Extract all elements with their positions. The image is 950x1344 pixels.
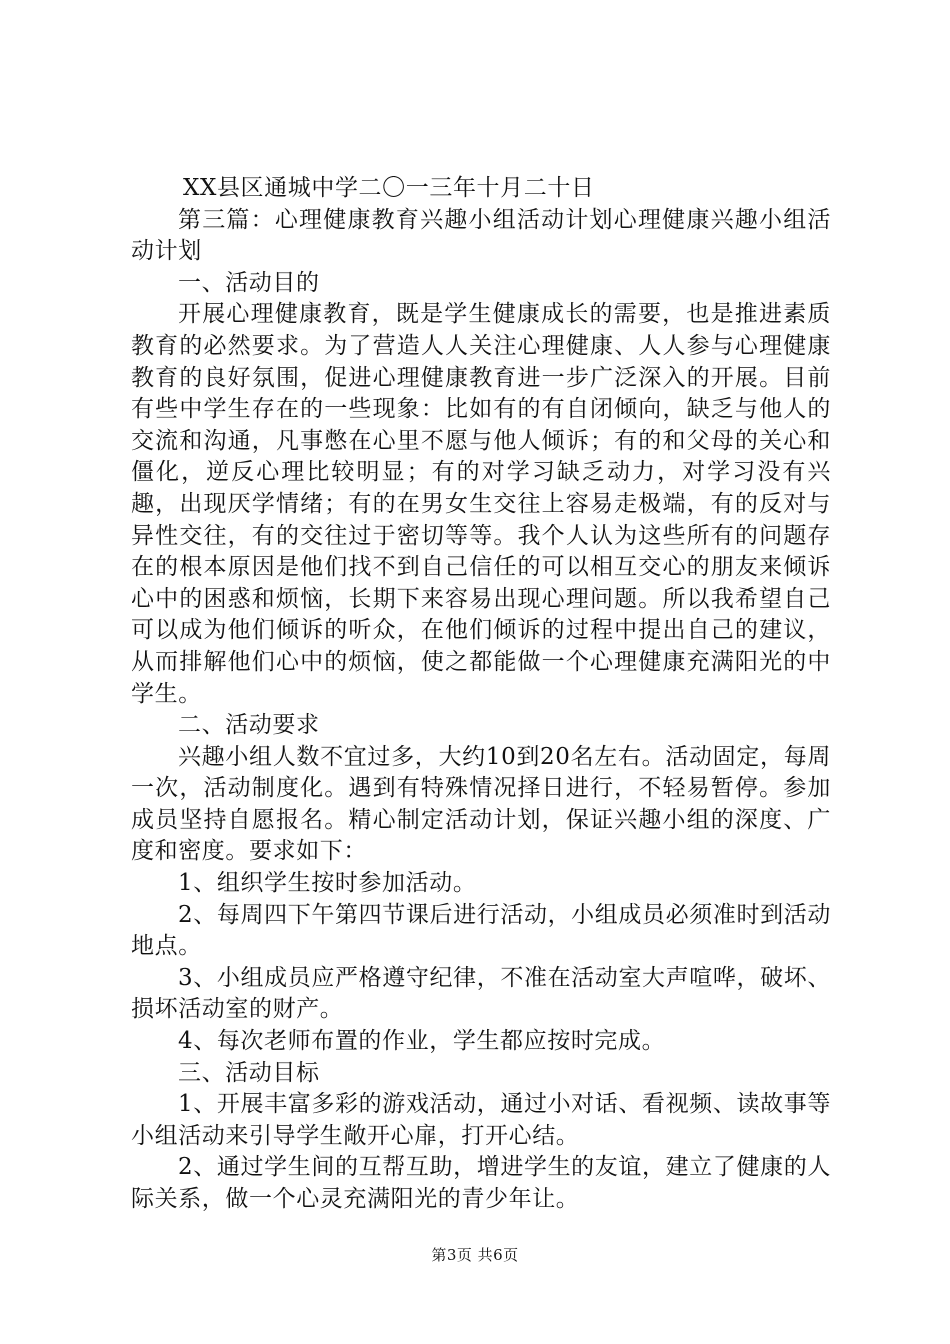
date-line: XX县区通城中学二〇一三年十月二十日 (183, 175, 595, 201)
requirement-item-3: 3、小组成员应严格遵守纪律，不准在活动室大声喧哗，破坏、损坏活动室的财产。 (131, 964, 831, 1023)
document-body (131, 173, 831, 1216)
heading-activity-requirements: 二、活动要求 (178, 712, 320, 739)
goal-item-1: 1、开展丰富多彩的游戏活动，通过小对话、看视频、读故事等小组活动来引导学生敞开心扉，打开心结。 (131, 1091, 831, 1149)
requirement-item-2: 2、每周四下午第四节课后进行活动，小组成员必须准时到活动地点。 (131, 901, 831, 960)
heading-activity-purpose: 一、活动目的 (178, 269, 320, 296)
paragraph-purpose: 开展心理健康教育，既是学生健康成长的需要，也是推进素质教育的必然要求。为了营造人人关注心理健康、人人参与心理健康教育的良好氛围，促进心理健康教育进一步广泛深入的开展。目前有些中学生存在的一些现象：比如有的有自闭倾向，缺乏与他人的交流和沟通，凡事憋在心里不愿与他人倾诉；有的和父母的关心和僵化，逆反心理比较明显；有的对学习缺乏动力，对学习没有兴趣，出现厌学情绪；有的在男女生交往上容易走极端，有的反对与异性交往，有的交往过于密切等等。我个人认为这些所有的问题存在的根本原因是他们找不到自己信任的可以相互交心的朋友来倾诉心中的困惑和烦恼，长期下来容易出现心理问题。所以我希望自己可以成为他们倾诉的听众，在他们倾诉的过程中提出自己的建议，从而排解他们心中的烦恼，使之都能做一个心理健康充满阳光的中学生。 (131, 301, 831, 707)
paragraph-requirements: 兴趣小组人数不宜过多，大约10到20名左右。活动固定，每周一次，活动制度化。遇到有特殊情况择日进行，不轻易暂停。参加成员坚持自愿报名。精心制定活动计划，保证兴趣小组的深度、广度和密度。要求如下： (131, 743, 831, 865)
requirement-item-1: 1、组织学生按时参加活动。 (178, 870, 477, 897)
page-number-footer: 第3页 共6页 (431, 1246, 519, 1264)
requirement-item-4: 4、每次老师布置的作业，学生都应按时完成。 (178, 1028, 666, 1055)
heading-activity-goals: 三、活动目标 (178, 1059, 320, 1086)
goal-item-2: 2、通过学生间的互帮互助，增进学生的友谊，建立了健康的人际关系，做一个心灵充满阳光的青少年让。 (131, 1154, 831, 1212)
section-title: 第三篇：心理健康教育兴趣小组活动计划心理健康兴趣小组活动计划 (131, 206, 831, 265)
